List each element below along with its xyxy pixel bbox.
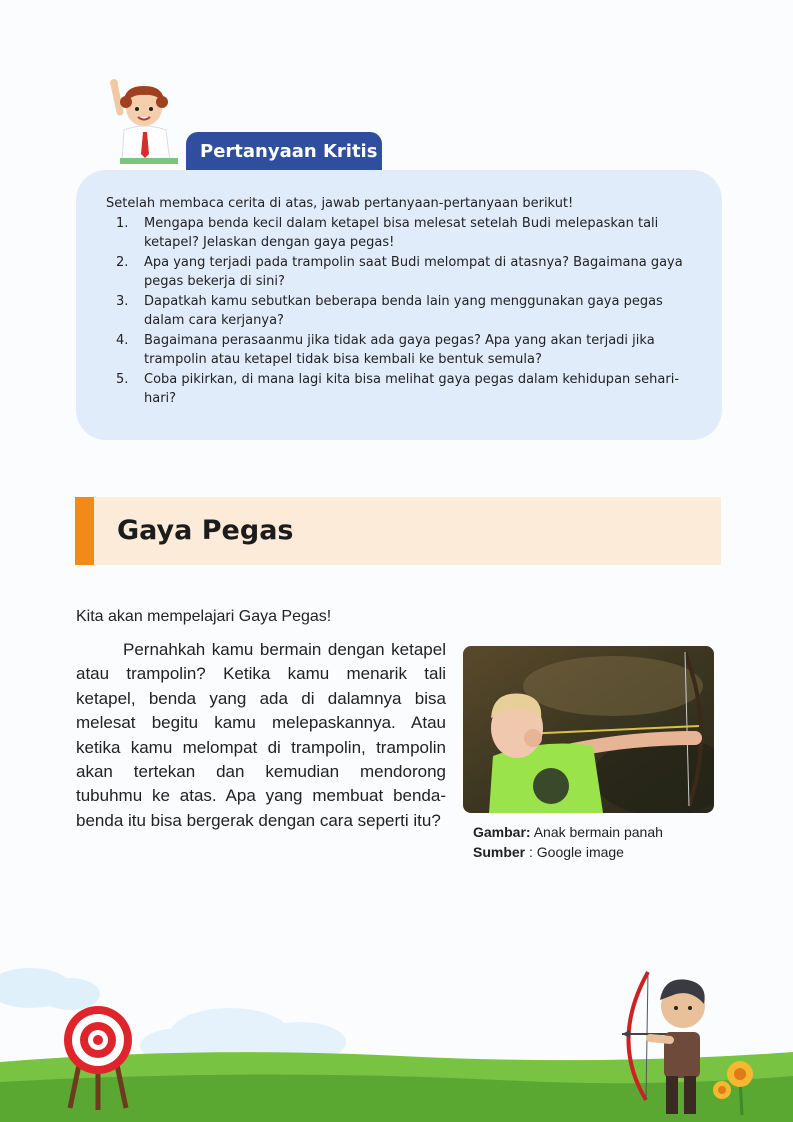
questions-intro: Setelah membaca cerita di atas, jawab pertanyaan-pertanyaan berikut! — [106, 196, 574, 211]
source-label: Sumber — [473, 844, 526, 860]
archery-photo — [463, 646, 714, 813]
question-item — [106, 253, 692, 291]
question-number: 1. — [116, 216, 129, 231]
question-list — [106, 214, 692, 408]
question-text: Apa yang terjadi pada trampolin saat Budi melompat di atasnya? Bagaimana gaya pegas bekerja di sini? — [144, 255, 683, 289]
question-text: Bagaimana perasaanmu jika tidak ada gaya pegas? Apa yang akan terjadi jika trampolin atau ketapel tidak bisa kembali ke bentuk semula? — [144, 333, 655, 367]
section-title: Gaya Pegas — [117, 515, 294, 546]
caption-label: Gambar: — [473, 824, 531, 840]
question-text: Dapatkah kamu sebutkan beberapa benda lain yang menggunakan gaya pegas dalam cara kerjanya? — [144, 294, 663, 328]
question-number: 3. — [116, 294, 129, 309]
section-header — [75, 497, 721, 565]
critical-questions-card — [76, 170, 722, 440]
question-text: Coba pikirkan, di mana lagi kita bisa melihat gaya pegas dalam kehidupan sehari-hari? — [144, 372, 680, 406]
caption-text: Anak bermain panah — [533, 824, 663, 840]
question-number: 2. — [116, 255, 129, 270]
target-icon — [64, 1006, 132, 1110]
question-number: 4. — [116, 333, 129, 348]
question-item — [106, 331, 692, 369]
student-mascot-illustration — [106, 78, 188, 174]
photo-caption — [473, 822, 663, 862]
question-item — [106, 370, 692, 408]
lesson-paragraph: Pernahkah kamu bermain dengan ketapel atau trampolin? Ketika kamu menarik tali ketapel, benda yang ada di dalamnya bisa melesat begitu kamu melepaskannya. Atau ketika kamu melompat di trampolin, trampolin akan tertekan dan kemudian mendorong tubuhmu ke atas. Apa yang membuat benda-benda itu bisa bergerak dengan cara seperti itu? — [76, 640, 446, 830]
question-text: Mengapa benda kecil dalam ketapel bisa melesat setelah Budi melepaskan tali ketapel? Jelaskan dengan gaya pegas! — [144, 216, 659, 250]
question-item — [106, 214, 692, 252]
bottom-archery-scene — [0, 950, 793, 1122]
source-text: : Google image — [529, 844, 624, 860]
question-number: 5. — [116, 372, 129, 387]
section-accent-bar — [75, 497, 94, 565]
critical-questions-label: Pertanyaan Kritis — [186, 132, 382, 172]
question-item — [106, 292, 692, 330]
lesson-intro: Kita akan mempelajari Gaya Pegas! — [76, 608, 332, 625]
